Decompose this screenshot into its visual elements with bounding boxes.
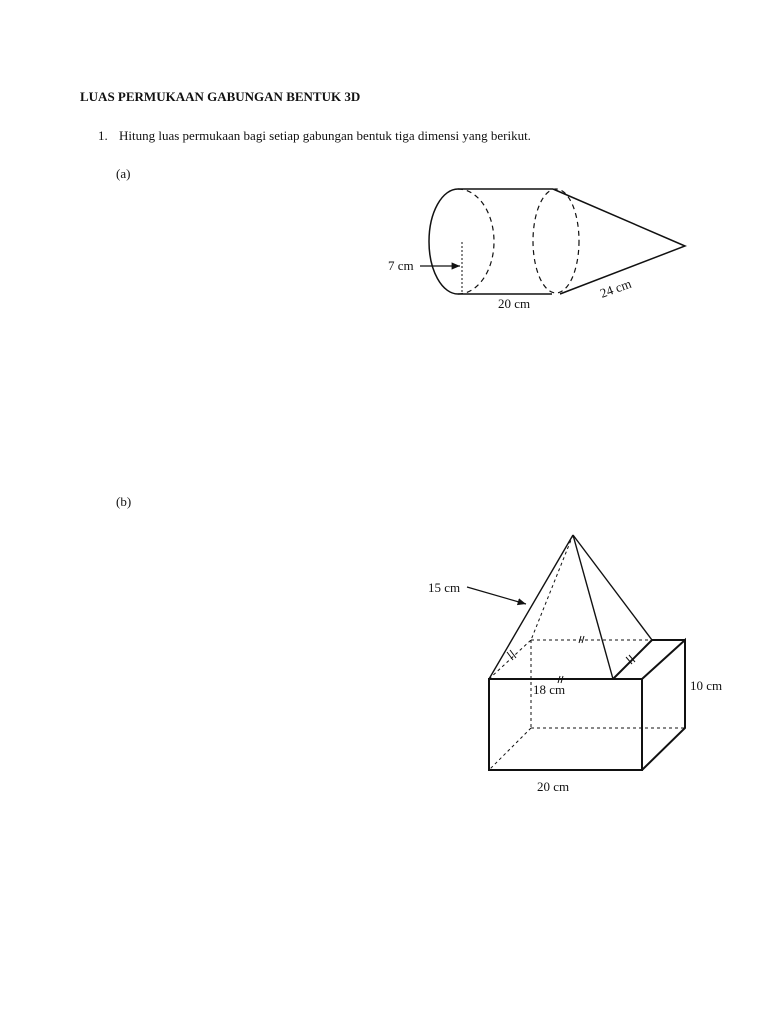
cylinder-length-label: 20 cm (498, 296, 531, 311)
height-label: 10 cm (690, 678, 723, 693)
width-label: 18 cm (533, 682, 566, 697)
length-label: 20 cm (537, 779, 570, 794)
cylinder-cone-figure (420, 189, 685, 294)
part-a-label: (a) (116, 166, 131, 181)
cone-slant-label: 24 cm (597, 275, 634, 301)
radius-label: 7 cm (388, 258, 414, 273)
question-number: 1. (98, 128, 108, 143)
pyramid-slant-label: 15 cm (428, 580, 461, 595)
part-b-label: (b) (116, 494, 132, 509)
cuboid-pyramid-figure (467, 535, 685, 770)
page-title: LUAS PERMUKAAN GABUNGAN BENTUK 3D (80, 89, 361, 104)
question-text: Hitung luas permukaan bagi setiap gabungan bentuk tiga dimensi yang berikut. (119, 128, 531, 143)
